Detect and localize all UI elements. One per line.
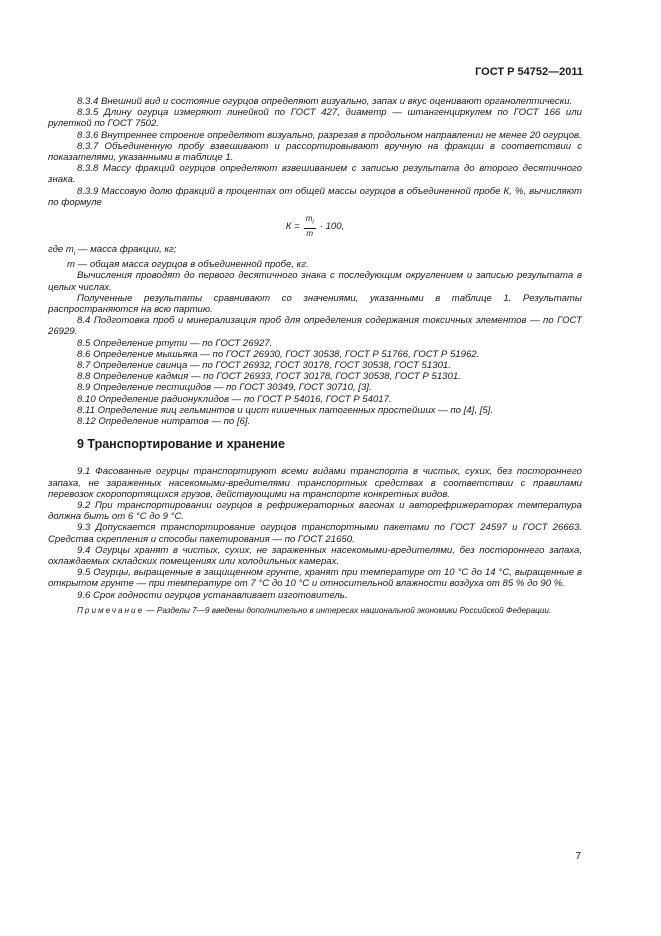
paragraph-results: Полученные результаты сравнивают со значениями, указанными в таблице 1. Результаты распространяются на всю партию. xyxy=(48,292,582,315)
paragraph-8-3-6: 8.3.6 Внутреннее строение определяют визуально, разрезая в продольном направлении не менее 20 огурцов. xyxy=(77,129,582,141)
paragraph-8-10: 8.10 Определение радионуклидов — по ГОСТ Р 54016, ГОСТ Р 54017. xyxy=(77,393,392,405)
paragraph-8-4: 8.4 Подготовка проб и минерализация проб для определения содержания токсичных элементов — по ГОСТ 26929. xyxy=(48,315,582,338)
formula-numerator: $m_i$ xyxy=(304,214,316,229)
formula-fraction xyxy=(304,214,316,239)
paragraph-8-12: 8.12 Определение нитратов — по [6]. xyxy=(77,415,251,427)
paragraph-8-8: 8.8 Определение кадмия — по ГОСТ 26933, ГОСТ 30178, ГОСТ 30538, ГОСТ Р 51301. xyxy=(77,371,461,383)
paragraph-8-3-9: 8.3.9 Массовую долю фракций в процентах от общей массы огурцов в объединенной пробе К, %, вычисляют по формуле xyxy=(48,185,582,208)
paragraph-8-7: 8.7 Определение свинца — по ГОСТ 26932, ГОСТ 30178, ГОСТ 30538, ГОСТ 51301. xyxy=(77,359,451,371)
formula-rhs: · 100, xyxy=(319,220,345,232)
where-line-2: m — общая масса огурцов в объединенной пробе, кг. xyxy=(67,259,309,271)
paragraph-8-3-4: 8.3.4 Внешний вид и состояние огурцов определяют визуально, запах и вкус оценивают органолептически. xyxy=(77,96,573,107)
paragraph-9-2: 9.2 При транспортировании огурцов в рефрижераторных вагонах и авторефрижераторах температура должна быть от 6 °С до 9 °С. xyxy=(48,500,582,523)
paragraph-9-5: 9.5 Огурцы, выращенные в защищенном грунте, хранят при температуре от 10 °С до 14 °С, выращенные в открытом грунте — при температуре от 7 °С до 10 °С и относительной влажности воздуха от 85 % до 90 %. xyxy=(48,567,582,590)
paragraph-9-3: 9.3 Допускается транспортирование огурцов транспортными пакетами по ГОСТ 24597 и ГОСТ 26663. Средства скрепления и способы пакетирования — по ГОСТ 21650. xyxy=(48,522,582,545)
section-heading: 9 Транспортирование и хранение xyxy=(77,437,285,452)
fraction-formula xyxy=(48,214,582,240)
note-label: Примечание xyxy=(77,605,145,615)
document-code: ГОСТ Р 54752—2011 xyxy=(475,66,583,78)
formula-denominator: m xyxy=(306,228,314,238)
paragraph-8-3-5: 8.3.5 Длину огурца измеряют линейкой по ГОСТ 427, диаметр — штангенциркулем по ГОСТ 166 или рулеткой по ГОСТ 7502. xyxy=(48,107,582,130)
paragraph-8-6: 8.6 Определение мышьяка — по ГОСТ 26930, ГОСТ 30538, ГОСТ Р 51766, ГОСТ Р 51962. xyxy=(77,348,480,360)
paragraph-rounding: Вычисления проводят до первого десятичного знака с последующим округлением и записью результата в целых числах. xyxy=(48,270,582,293)
where-line-1: где $m_i$ — масса фракции, кг; xyxy=(48,244,177,257)
note-text: — Разделы 7—9 введены дополнительно в интересах национальной экономики Российской Федерации. xyxy=(144,605,552,615)
note xyxy=(48,605,582,616)
paragraph-8-11: 8.11 Определение яиц гельминтов и цист кишечных патогенных простейших — по [4], [5]. xyxy=(77,404,493,416)
formula-lhs: К = xyxy=(285,220,300,232)
paragraph-8-3-7: 8.3.7 Объединенную пробу взвешивают и рассортировывают вручную на фракции в соответствии с показателями, указанными в таблице 1. xyxy=(48,140,582,164)
paragraph-9-1: 9.1 Фасованные огурцы транспортируют всеми видами транспорта в чистых, сухих, без постороннего запаха, не зараженных насекомыми-вредителями транспортных средствах в соответствии с правилами перевозок скоропортящихся грузов, действующими на транспорте конкретных видов. xyxy=(48,466,582,500)
paragraph-9-4: 9.4 Огурцы хранят в чистых, сухих, не зараженных насекомыми-вредителями, без постороннего запаха, охлаждаемых складских помещениях или холодильных камерах. xyxy=(48,544,582,568)
paragraph-8-9: 8.9 Определение пестицидов — по ГОСТ 30349, ГОСТ 30710, [3]. xyxy=(77,382,372,394)
paragraph-8-3-8: 8.3.8 Массу фракций огурцов определяют взвешиванием с записью результата до второго десятичного знака. xyxy=(48,163,582,186)
paragraph-8-5: 8.5 Определение ртути — по ГОСТ 26927. xyxy=(77,337,273,349)
document-body xyxy=(48,96,582,624)
page-number: 7 xyxy=(575,851,581,862)
paragraph-9-6: 9.6 Срок годности огурцов устанавливает изготовитель. xyxy=(77,589,348,601)
